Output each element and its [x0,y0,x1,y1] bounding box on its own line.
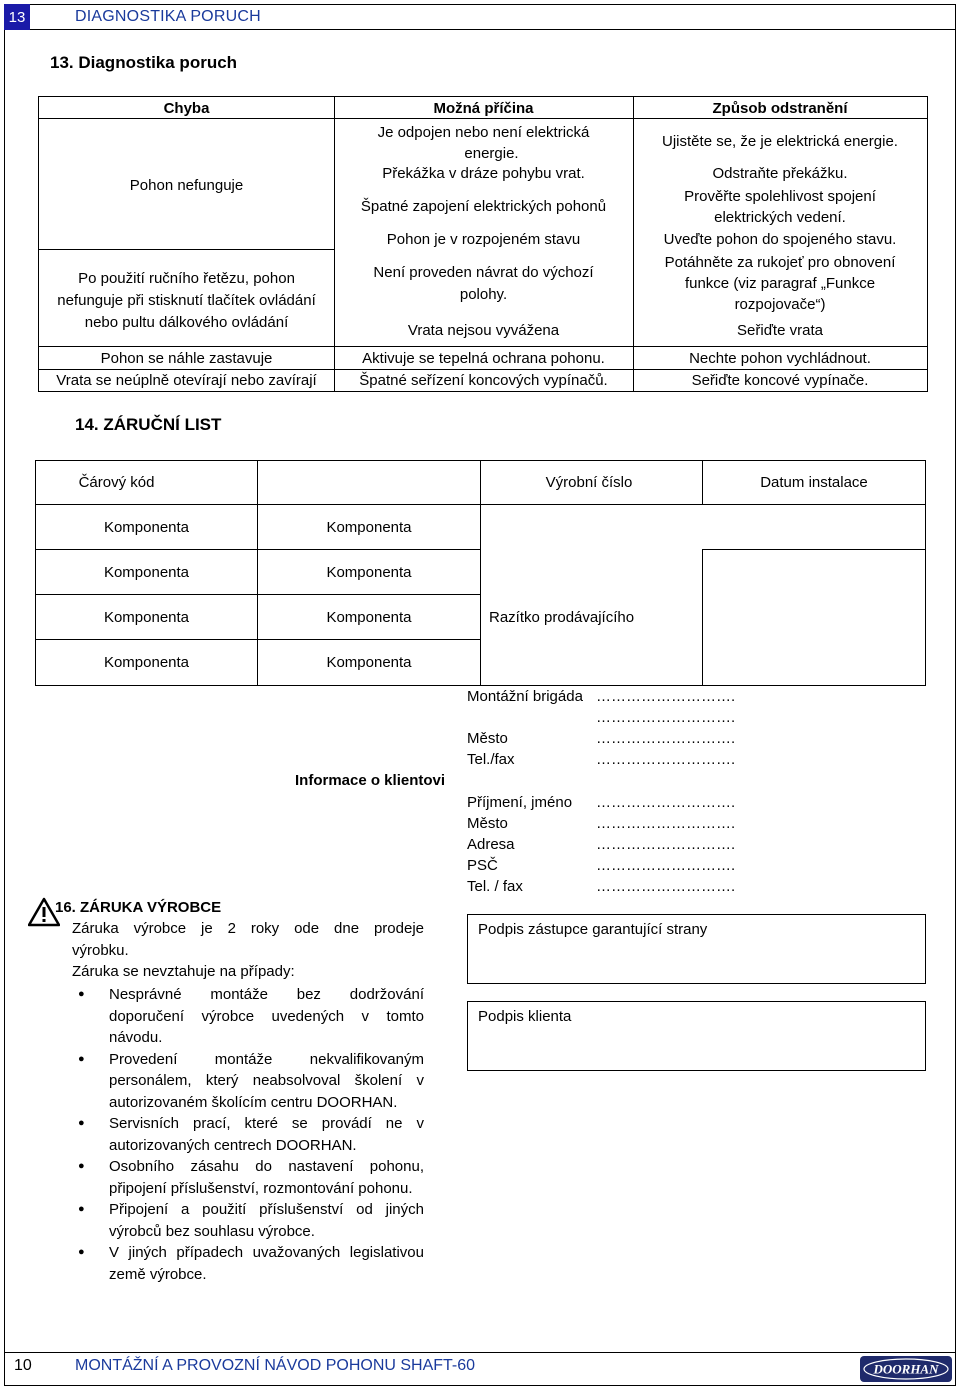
fault-cell: Pohon nefunguje [129,177,244,194]
component-cell[interactable]: Komponenta [257,594,481,640]
customer-zip-field[interactable]: ………………………. [596,857,736,874]
barcode-cell: Čárový kód [35,460,258,505]
cause-cell: Pohon je v rozpojeném stavu [386,231,581,248]
client-signature-box[interactable]: Podpis klienta [467,1001,926,1071]
installer-city-field[interactable]: ………………………. [596,730,736,747]
customer-city-field[interactable]: ………………………. [596,815,736,832]
table-rule [39,369,927,370]
footer-title: MONTÁŽNÍ A PROVOZNÍ NÁVOD POHONU SHAFT-60 [75,1357,476,1374]
component-cell[interactable]: Komponenta [35,594,258,640]
fix-cell: Nechte pohon vychládnout. [689,350,871,367]
col-header-fault: Chyba [163,100,210,117]
component-cell[interactable]: Komponenta [257,504,481,550]
cause-cell: Není proveden návrat do výchozí polohy. [373,264,594,303]
component-cell[interactable]: Komponenta [257,639,481,686]
fix-cell: Odstraňte překážku. [712,165,848,182]
footer-rule [4,1352,956,1353]
customer-city-label: Město [467,815,508,832]
diagnostics-table [38,96,928,392]
customer-address-field[interactable]: ………………………. [596,836,736,853]
table-rule [39,346,927,347]
fix-cell: Seřiďte vrata [737,322,823,339]
cause-cell: Špatné zapojení elektrických pohonů [360,198,607,215]
fault-cell: Vrata se neúplně otevírají nebo zavírají [56,372,317,389]
fix-cell: Uveďte pohon do spojeného stavu. [663,231,897,248]
customer-tel-label: Tel. / fax [467,878,523,895]
install-date-cell[interactable]: Datum instalace [702,460,926,505]
component-cell[interactable]: Komponenta [35,549,258,595]
col-header-cause: Možná příčina [433,100,534,117]
installer-tel-label: Tel./fax [467,751,515,768]
fix-cell: Ujistěte se, že je elektrická energie. [662,133,898,150]
list-item: ● Servisních prací, které se provádí ne v autorizovaných centrech DOORHAN. [72,1113,424,1156]
cause-cell: Překážka v dráze pohybu vrat. [382,165,585,182]
fix-cell: Potáhněte za rukojeť pro obnovení funkce (viz paragraf „Funkce rozpojovače“) [664,254,896,313]
warranty-exclusions-intro: Záruka se nevztahuje na případy: [72,963,295,980]
installer-team-field-2[interactable]: ………………………. [596,709,736,726]
cause-cell: Je odpojen nebo není elektrická energie. [377,124,590,162]
customer-info-label: Informace o klientovi [295,772,446,789]
doorhan-logo [860,1356,952,1382]
seller-stamp-box[interactable] [702,549,926,686]
installer-team-field[interactable]: ………………………. [596,688,736,705]
section-16-title: 16. ZÁRUKA VÝROBCE [55,899,222,916]
footer-page-number: 10 [14,1357,32,1374]
list-item: ● Nesprávné montáže bez dodržování doporučení výrobce uvedených v tomto návodu. [72,984,424,1049]
list-item: ● V jiných případech uvažovaných legislativou země výrobce. [72,1242,424,1285]
barcode-value-cell[interactable] [257,460,481,505]
fault-cell: Pohon se náhle zastavuje [100,350,273,367]
warranty-exclusions-list [72,984,424,1285]
serial-number-cell[interactable]: Výrobní číslo [480,460,703,505]
fix-cell: Seřiďte koncové vypínače. [691,372,869,389]
grid-rule [480,504,926,505]
warranty-duration-text-end: výrobku. [72,942,129,959]
customer-name-field[interactable]: ………………………. [596,794,736,811]
fix-cell: Prověřte spolehlivost spojení elektrických vedení. [684,188,876,226]
component-cell[interactable]: Komponenta [35,639,258,686]
cause-cell: Špatné seřízení koncových vypínačů. [359,372,608,389]
list-item: ● Provedení montáže nekvalifikovaným personálem, který neabsolvoval školení v autorizovaném školícím centru DOORHAN. [72,1049,424,1114]
seller-stamp-label: Razítko prodávajícího [489,609,635,626]
cause-cell: Vrata nejsou vyvážena [407,322,560,339]
section-13-title: 13. Diagnostika poruch [50,53,238,72]
guarantor-signature-box[interactable]: Podpis zástupce garantující strany [467,914,926,984]
header-section-title: DIAGNOSTIKA PORUCH [75,8,261,25]
table-rule [39,118,927,119]
cause-cell: Aktivuje se tepelná ochrana pohonu. [362,350,605,367]
section-14-title: 14. ZÁRUČNÍ LIST [75,415,222,434]
svg-text:DOORHAN: DOORHAN [873,1361,939,1377]
customer-zip-label: PSČ [467,857,498,874]
component-cell[interactable]: Komponenta [257,549,481,595]
customer-tel-field[interactable]: ………………………. [596,878,736,895]
installer-team-label: Montážní brigáda [467,688,583,705]
list-item: ● Osobního zásahu do nastavení pohonu, připojení příslušenství, rozmontování pohonu. [72,1156,424,1199]
installer-city-label: Město [467,730,508,747]
fault-cell: Po použití ručního řetězu, pohon nefunguje při stisknutí tlačítek ovládání nebo pultu dálkového ovládání [57,270,316,331]
component-cell[interactable]: Komponenta [35,504,258,550]
header-page-number: 13 [4,4,30,30]
customer-name-label: Příjmení, jméno [467,794,573,811]
customer-address-label: Adresa [467,836,515,853]
col-header-fix: Způsob odstranění [712,100,848,117]
warranty-duration-text: Záruka výrobce je 2 roky ode dne prodeje [72,920,424,937]
installer-tel-field[interactable]: ………………………. [596,751,736,768]
table-rule [39,249,334,250]
list-item: ● Připojení a použití příslušenství od jiných výrobců bez souhlasu výrobce. [72,1199,424,1242]
